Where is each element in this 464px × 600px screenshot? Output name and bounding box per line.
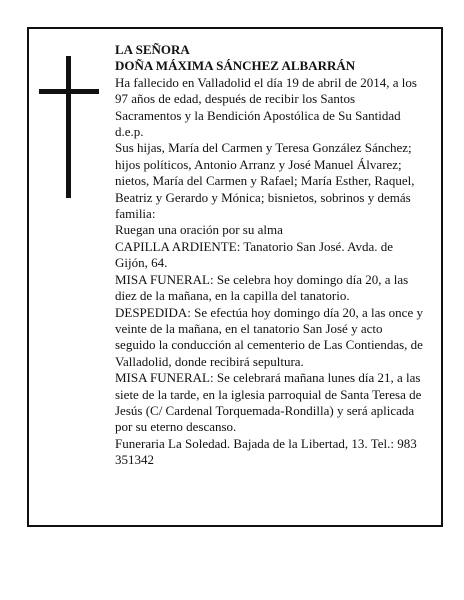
cross-vertical-bar <box>66 56 71 198</box>
death-announcement-paragraph: Ha fallecido en Valladolid el día 19 de abril de 2014, a los 97 años de edad, después de recibir los Santos Sacramentos y la Bendición Apostólica de Su Santidad d.e.p. <box>115 74 417 140</box>
deceased-name: DOÑA MÁXIMA SÁNCHEZ ALBARRÁN <box>115 58 356 74</box>
notice-title: LA SEÑORA <box>115 42 190 57</box>
cross-horizontal-bar <box>39 89 99 94</box>
notice-text <box>115 42 423 469</box>
funeral-mass-paragraph: MISA FUNERAL: Se celebra hoy domingo día 20, a las diez de la mañana, en la capilla del tanatorio. <box>115 271 409 304</box>
cross-icon <box>39 56 99 198</box>
farewell-paragraph: DESPEDIDA: Se efectúa hoy domingo día 20, a las once y veinte de la mañana, en el tanatorio San José y acto seguido la conducción al cementerio de Las Contiendas, de Valladolid, donde recibirá sepultura. <box>115 304 423 369</box>
prayer-request-paragraph: Ruegan una oración por su alma <box>115 222 283 238</box>
wake-paragraph: CAPILLA ARDIENTE: Tanatorio San José. Avda. de Gijón, 64. <box>115 238 394 271</box>
funeral-home-paragraph: Funeraria La Soledad. Bajada de la Libertad, 13. Tel.: 983 351342 <box>115 435 417 468</box>
second-funeral-mass-paragraph: MISA FUNERAL: Se celebrará mañana lunes día 21, a las siete de la tarde, en la iglesia parroquial de Santa Teresa de Jesús (C/ Cardenal Torquemada-Rondilla) y será aplicada por su eterno descanso. <box>115 370 422 435</box>
family-paragraph: Sus hijas, María del Carmen y Teresa González Sánchez; hijos políticos, Antonio Arranz y José Manuel Álvarez; nietos, María del Carmen y Rafael; María Esther, Raquel, Beatriz y Gerardo y Mónica; bisnietos, sobrinos y demás familia: <box>115 140 415 222</box>
obituary-notice <box>27 27 443 527</box>
